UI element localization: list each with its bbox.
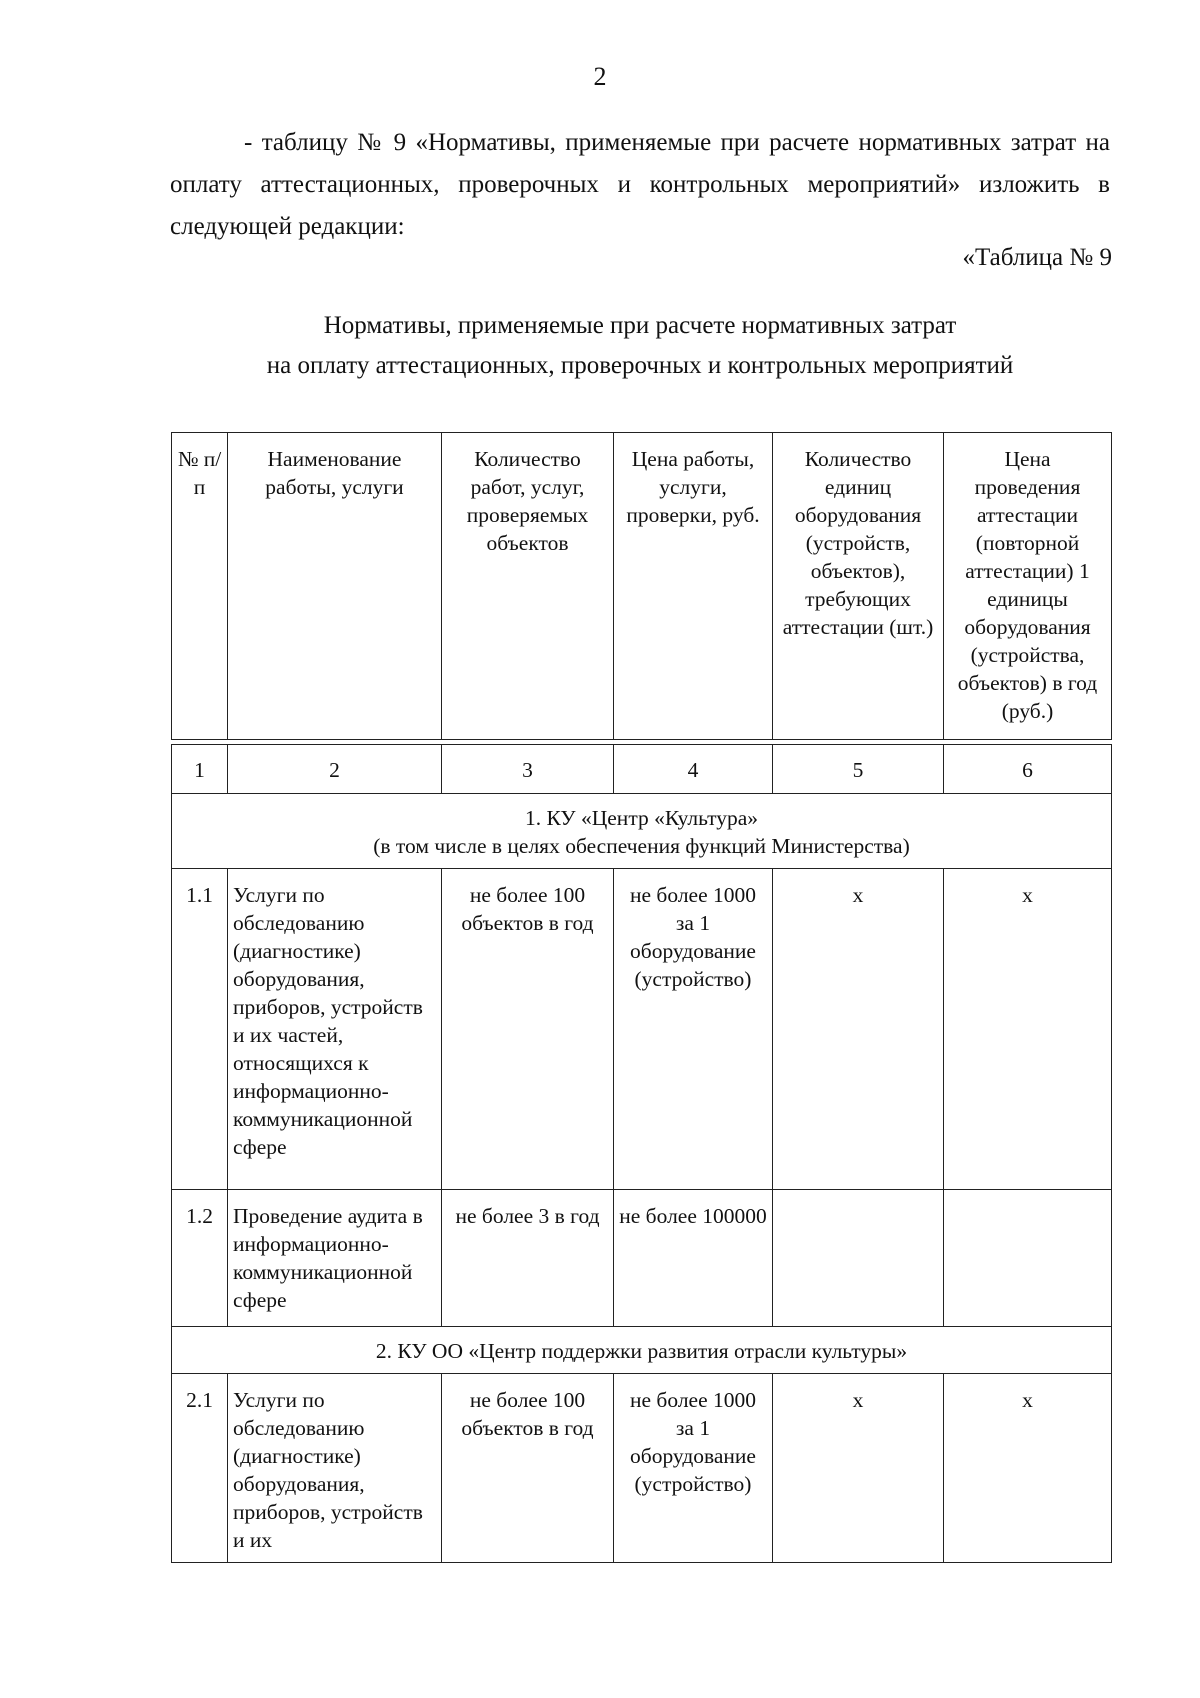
section-title-line-1: 1. КУ «Центр «Культура»	[524, 806, 758, 830]
table-row	[172, 1190, 1112, 1327]
table-title-line-1: Нормативы, применяемые при расчете нормативных затрат	[323, 312, 957, 339]
column-numbers-row	[172, 745, 1112, 794]
row-price: не более 100000	[614, 1190, 773, 1327]
header-price: Цена работы, услуги, проверки, руб.	[614, 433, 773, 740]
header-units: Количество единиц оборудования (устройств, объектов), требующих аттестации (шт.)	[773, 433, 944, 740]
column-number: 3	[442, 745, 614, 794]
row-price: не более 1000 за 1 оборудование (устройство)	[614, 1374, 773, 1563]
row-cert-price: х	[944, 1374, 1112, 1563]
row-cert-price: х	[944, 869, 1112, 1190]
section-row-2	[172, 1327, 1112, 1374]
row-price: не более 1000 за 1 оборудование (устройство)	[614, 869, 773, 1190]
column-number: 4	[614, 745, 773, 794]
section-title	[172, 1327, 1112, 1374]
row-cert-price	[944, 1190, 1112, 1327]
row-num: 1.2	[172, 1190, 228, 1327]
row-name: Услуги по обследованию (диагностике) оборудования, приборов, устройств и их	[228, 1374, 442, 1563]
column-number: 1	[172, 745, 228, 794]
column-number: 6	[944, 745, 1112, 794]
header-num: № п/п	[172, 433, 228, 740]
table-title	[170, 306, 1110, 386]
norms-table	[171, 432, 1112, 1563]
section-row-1	[172, 794, 1112, 869]
section-title	[172, 794, 1112, 869]
row-num: 1.1	[172, 869, 228, 1190]
row-quantity: не более 100 объектов в год	[442, 869, 614, 1190]
table-reference: «Таблица № 9	[962, 244, 1112, 271]
header-cert-price: Цена проведения аттестации (повторной аттестации) 1 единицы оборудования (устройства, объектов) в год (руб.)	[944, 433, 1112, 740]
row-units: х	[773, 1374, 944, 1563]
column-number: 5	[773, 745, 944, 794]
row-quantity: не более 3 в год	[442, 1190, 614, 1327]
section-title-line-2: (в том числе в целях обеспечения функций Министерства)	[373, 834, 910, 858]
row-num: 2.1	[172, 1374, 228, 1563]
header-row	[172, 433, 1112, 740]
header-name: Наименование работы, услуги	[228, 433, 442, 740]
row-quantity: не более 100 объектов в год	[442, 1374, 614, 1563]
table-row	[172, 1374, 1112, 1563]
header-quantity: Количество работ, услуг, проверяемых объектов	[442, 433, 614, 740]
row-name: Услуги по обследованию (диагностике) оборудования, приборов, устройств и их частей, относящихся к информационно-коммуникационной сфере	[228, 869, 442, 1190]
column-number: 2	[228, 745, 442, 794]
section-title-line-1: 2. КУ ОО «Центр поддержки развития отрасли культуры»	[375, 1339, 908, 1363]
row-units	[773, 1190, 944, 1327]
page-number: 2	[593, 62, 607, 91]
table-row	[172, 869, 1112, 1190]
intro-paragraph: - таблицу № 9 «Нормативы, применяемые при расчете нормативных затрат на оплату аттестационных, проверочных и контрольных мероприятий» изложить в следующей редакции:	[170, 129, 1110, 240]
row-name: Проведение аудита в информационно-коммуникационной сфере	[228, 1190, 442, 1327]
row-units: х	[773, 869, 944, 1190]
table-title-line-2: на оплату аттестационных, проверочных и контрольных мероприятий	[266, 352, 1014, 379]
